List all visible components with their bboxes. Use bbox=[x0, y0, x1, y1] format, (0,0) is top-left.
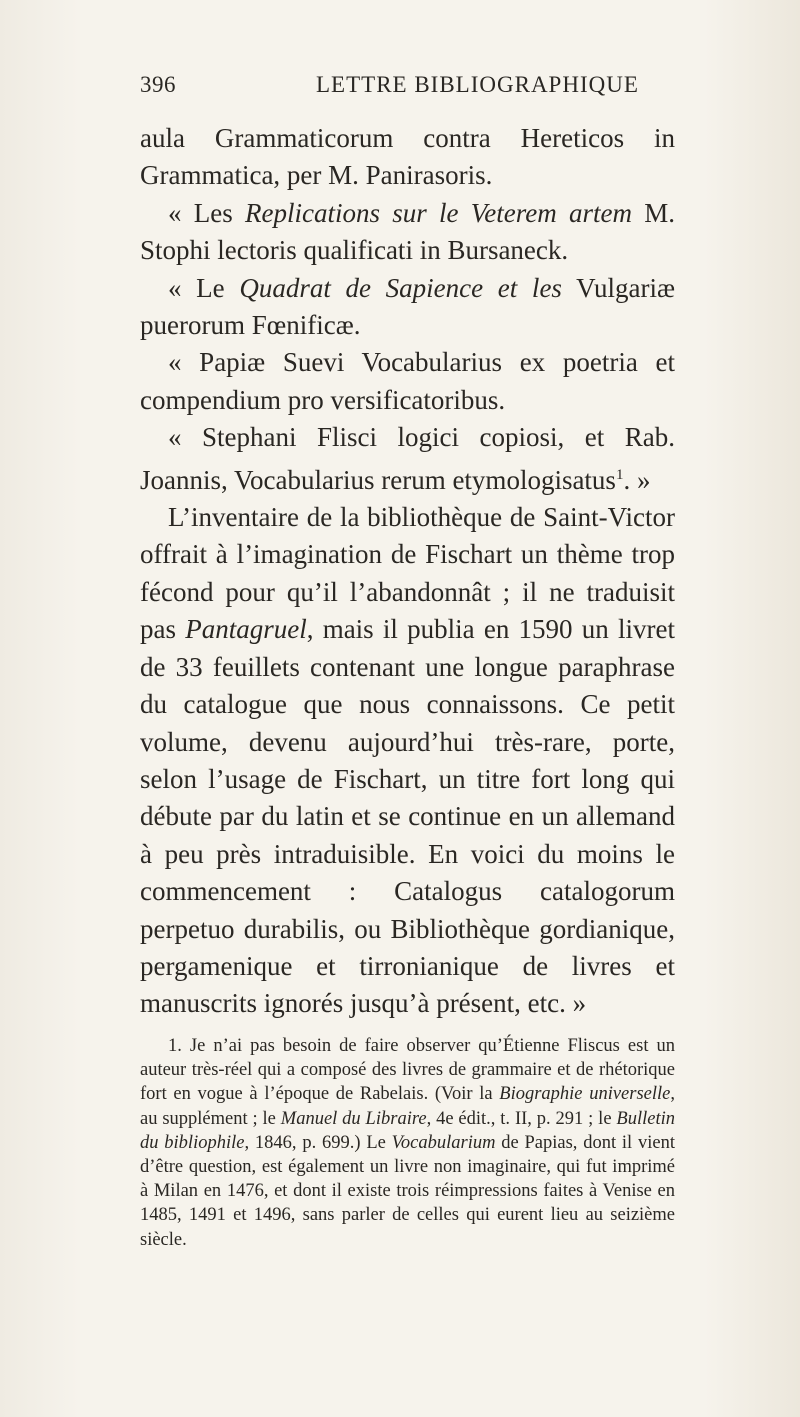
paragraph-continued: aula Grammaticorum contra Hereticos in Grammatica, per M. Panirasoris. bbox=[140, 123, 675, 191]
italic-title: Replications sur le Veterem artem bbox=[245, 197, 632, 228]
paragraph-replications: « Les Replications sur le Veterem artem M. Stophi lectoris qualificati in Bursaneck. bbox=[140, 197, 676, 266]
paragraph-papiae: « Papiæ Suevi Vocabularius ex poetria et compendium pro versificatoribus. bbox=[140, 347, 675, 415]
footnote: 1. Je n’ai pas besoin de faire observer qu’Étienne Fliscus est un auteur très-réel qui a composé des livres de grammaire et de rhétorique fort en vogue à l’époque de Rabelais. (Voir la Biographie universelle, au supplément ; le Manuel du Libraire, 4e édit., t. II, p. 291 ; le Bulletin du bibliophile, 1846, p. 699.) Le Vocabularium de Papias, dont il vient d’être question, est également un livre non imaginaire, qui fut imprimé à Milan en 1476, et dont il existe trois réimpressions faites à Venise en 1485, 1491 et 1496, sans parler de celles qui eurent lieu au seizième siècle. bbox=[140, 1036, 675, 1250]
footnote-ref: 1 bbox=[615, 466, 624, 483]
italic-title: Pantagruel bbox=[185, 614, 307, 645]
italic-title: Quadrat de Sapience et les bbox=[239, 272, 562, 303]
running-title: LETTRE BIBLIOGRAPHIQUE bbox=[316, 72, 639, 97]
paragraph-stephani: « Stephani Flisci logici copiosi, et Rab. Joannis, Vocabularius rerum etymologisatus$^1$. » bbox=[140, 422, 675, 495]
running-header bbox=[140, 72, 660, 108]
body-text bbox=[140, 120, 675, 1023]
paragraph-inventaire: L’inventaire de la bibliothèque de Saint-Victor offrait à l’imagination de Fischart un thème trop fécond pour qu’il l’abandonnât ; il ne traduisit pas Pantagruel, mais il publia en 1590 un livret de 33 feuillets contenant une longue paraphrase du catalogue que nous connaissons. Ce petit volume, devenu aujourd’hui très-rare, porte, selon l’usage de Fischart, un titre fort long qui débute par du latin et se continue en un allemand à peu près intraduisible. En voici du moins le commencement : Catalogus catalogorum perpetuo durabilis, ou Bibliothèque gordianique, pergamenique et tirronianique de livres et manuscrits ignorés jusqu’à présent, etc. » bbox=[140, 502, 675, 1019]
page-number: 396 bbox=[140, 72, 176, 97]
paragraph-quadrat: « Le Quadrat de Sapience et les Vulgariæ puerorum Fœnificæ. bbox=[140, 272, 675, 341]
